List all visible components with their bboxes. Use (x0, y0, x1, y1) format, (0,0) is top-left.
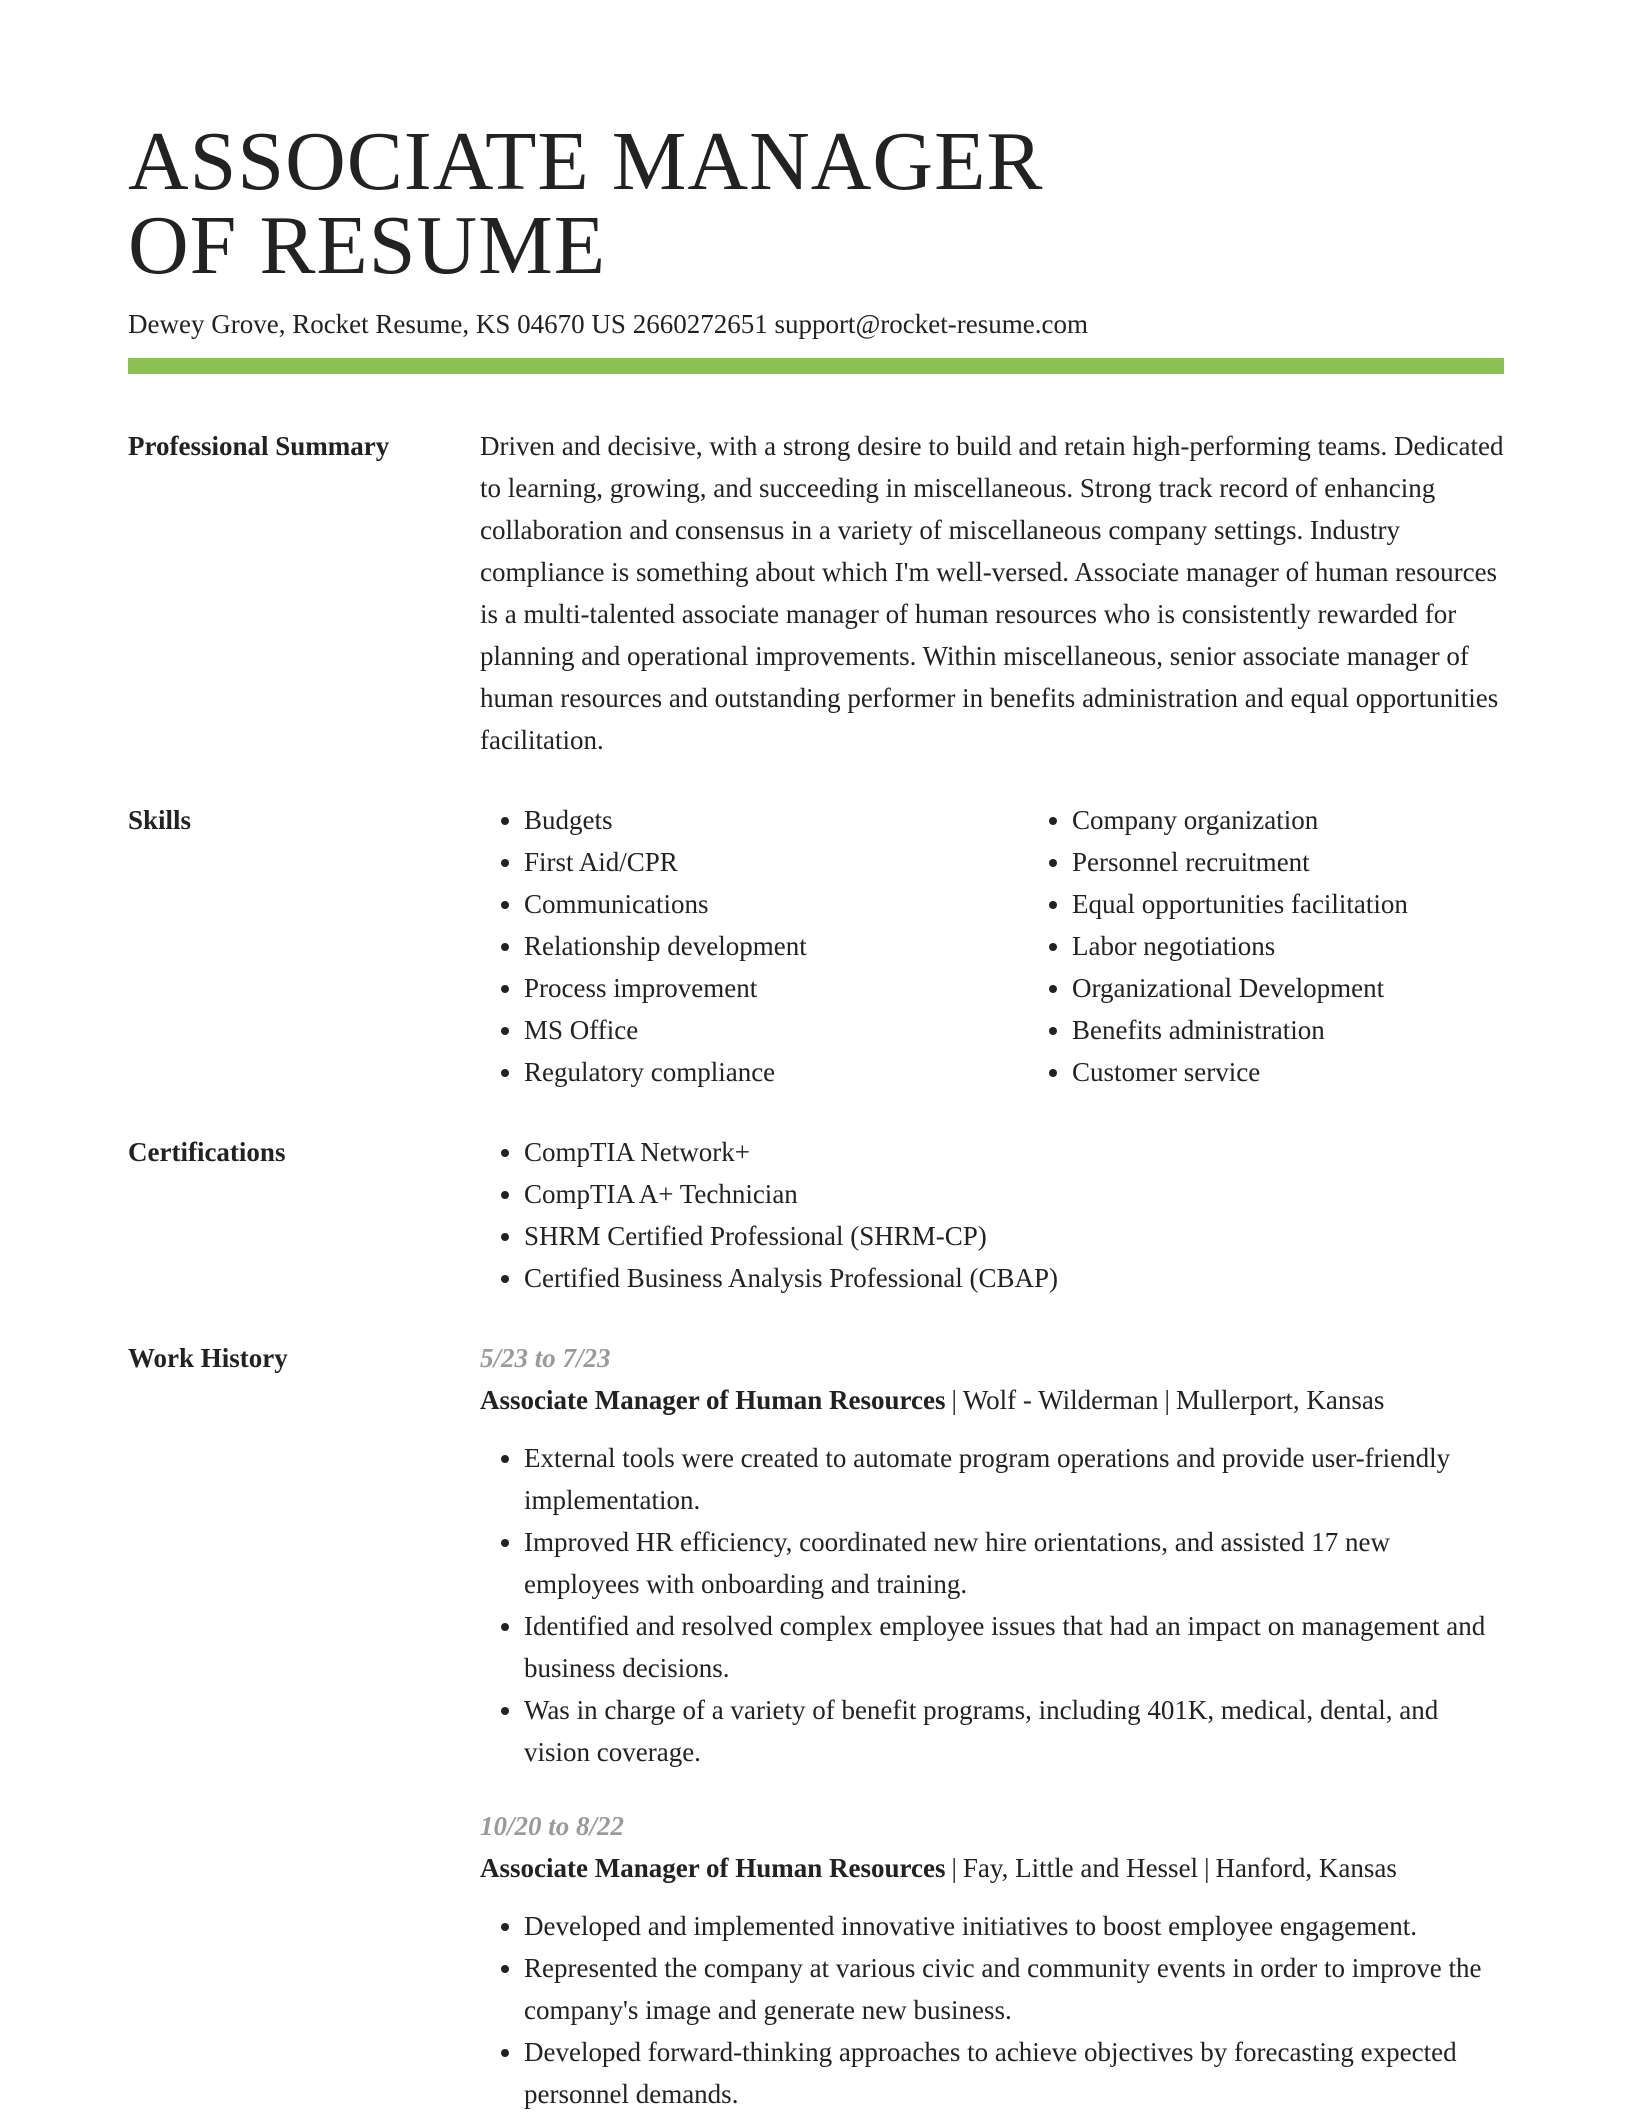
skills-grid (480, 799, 1504, 1093)
job-bullet: • Was in charge of a variety of benefit programs, including 401K, medical, dental, and vision coverage. (524, 1689, 1504, 1773)
summary-text: Driven and decisive, with a strong desire to build and retain high-performing teams. Dedicated to learning, growing, and succeeding in miscellaneous. Strong track record of enhancing collaboration and consensus in a variety of miscellaneous company settings. Industry compliance is something about which I'm well-versed. Associate manager of human resources is a multi-talented associate manager of human resources who is consistently rewarded for planning and operational improvements. Within miscellaneous, senior associate manager of human resources and outstanding performer in benefits administration and equal opportunities facilitation. (480, 431, 1504, 755)
job-bullets (480, 1437, 1504, 1773)
work-history-section (128, 1337, 1504, 2115)
skill-item: • Relationship development (524, 925, 1028, 967)
contact-info (128, 308, 1504, 340)
summary-heading: Professional Summary (128, 431, 390, 461)
job-bullets (480, 1905, 1504, 2115)
contact-address: Dewey Grove, Rocket Resume, KS 04670 US (128, 309, 626, 339)
job-location: Hanford, Kansas (1215, 1853, 1397, 1883)
job-bullet: • Represented the company at various civic and community events in order to improve the company's image and generate new business. (524, 1947, 1504, 2031)
separator: | (951, 1853, 957, 1883)
skill-item: • Organizational Development (1072, 967, 1408, 1009)
resume-page (128, 115, 1504, 2115)
skill-item: • MS Office (524, 1009, 1028, 1051)
job-bullet: • Identified and resolved complex employee issues that had an impact on management and business decisions. (524, 1605, 1504, 1689)
certifications-section (128, 1131, 1504, 1299)
skill-item: • Process improvement (524, 967, 1028, 1009)
separator: | (1204, 1853, 1210, 1883)
name-line-1: ASSOCIATE MANAGER (128, 115, 1044, 208)
resume-name (128, 115, 1504, 292)
job-bullet: • Developed and implemented innovative initiatives to boost employee engagement. (524, 1905, 1504, 1947)
job-bullet: • Developed forward-thinking approaches to achieve objectives by forecasting expected personnel demands. (524, 2031, 1504, 2115)
job-title: Associate Manager of Human Resources (480, 1385, 946, 1415)
skills-list-right (1028, 799, 1408, 1093)
skill-item: • Labor negotiations (1072, 925, 1408, 967)
skills-heading: Skills (128, 805, 192, 835)
contact-email: support@rocket-resume.com (774, 309, 1088, 339)
skill-item: • Benefits administration (1072, 1009, 1408, 1051)
certification-item: • Certified Business Analysis Professional (CBAP) (524, 1257, 1504, 1299)
separator: | (951, 1385, 957, 1415)
job-company: Wolf - Wilderman (962, 1385, 1159, 1415)
certification-item: • CompTIA A+ Technician (524, 1173, 1504, 1215)
job-dates: 5/23 to 7/23 (480, 1343, 611, 1373)
skill-item: • Personnel recruitment (1072, 841, 1408, 883)
certification-item: • SHRM Certified Professional (SHRM-CP) (524, 1215, 1504, 1257)
skill-item: • Company organization (1072, 799, 1408, 841)
skill-item: • First Aid/CPR (524, 841, 1028, 883)
certifications-heading: Certifications (128, 1137, 286, 1167)
job-company: Fay, Little and Hessel (962, 1853, 1199, 1883)
skill-item: • Communications (524, 883, 1028, 925)
name-line-2: OF RESUME (128, 199, 607, 292)
job-dates: 10/20 to 8/22 (480, 1811, 625, 1841)
header-divider (128, 358, 1504, 374)
job-entry (480, 1805, 1504, 2115)
skill-item: • Regulatory compliance (524, 1051, 1028, 1093)
certification-item: • CompTIA Network+ (524, 1131, 1504, 1173)
summary-section (128, 425, 1504, 761)
skills-section (128, 799, 1504, 1093)
skills-list-left (480, 799, 1028, 1093)
separator: | (1164, 1385, 1170, 1415)
job-bullet: • Improved HR efficiency, coordinated new hire orientations, and assisted 17 new employees with onboarding and training. (524, 1521, 1504, 1605)
job-title-line (480, 1379, 1504, 1421)
skill-item: • Budgets (524, 799, 1028, 841)
skill-item: • Equal opportunities facilitation (1072, 883, 1408, 925)
skill-item: • Customer service (1072, 1051, 1408, 1093)
job-location: Mullerport, Kansas (1175, 1385, 1385, 1415)
work-history-heading: Work History (128, 1343, 288, 1373)
job-title: Associate Manager of Human Resources (480, 1853, 946, 1883)
contact-phone: 2660272651 (632, 309, 768, 339)
job-entry (480, 1337, 1504, 1773)
certifications-list (480, 1131, 1504, 1299)
job-bullet: • External tools were created to automate program operations and provide user-friendly implementation. (524, 1437, 1504, 1521)
job-title-line (480, 1847, 1504, 1889)
